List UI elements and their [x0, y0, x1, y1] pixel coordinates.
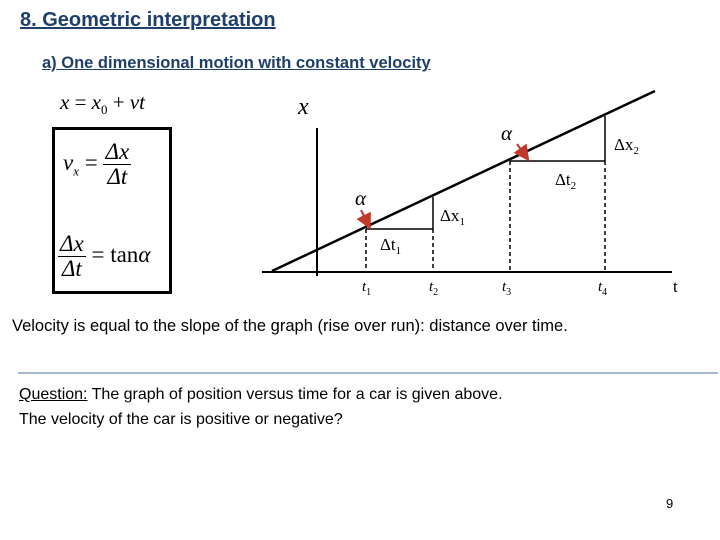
section-divider	[18, 372, 718, 374]
formula-equals: =	[69, 90, 92, 114]
tick-t3-sub: 3	[506, 287, 512, 298]
angle-arrow-1	[361, 210, 369, 226]
formula-plus: +	[107, 90, 130, 114]
dt1-text: Δt	[380, 235, 396, 254]
tick-t1-sub: 1	[366, 287, 372, 298]
tick-t1-text: t	[362, 279, 367, 295]
dx1-label	[440, 206, 465, 228]
dt2-label	[555, 170, 576, 192]
tangent-numerator: Δx	[60, 231, 84, 256]
tangent-tan: tan	[110, 241, 139, 267]
y-axis-label: x	[298, 94, 309, 120]
tick-t4	[598, 279, 607, 298]
tick-t4-text: t	[598, 279, 603, 295]
dx2-sub: 2	[633, 145, 639, 157]
question-line-1	[19, 382, 503, 407]
tick-t4-sub: 4	[602, 287, 608, 298]
dx2-text: Δx	[614, 135, 634, 154]
question-block	[19, 382, 503, 432]
angle-label-2: α	[501, 121, 513, 145]
page-number: 9	[666, 496, 674, 511]
slope-caption: Velocity is equal to the slope of the graph (rise over run): distance over time.	[12, 317, 568, 335]
x-axis-label: t	[673, 277, 678, 296]
position-line	[272, 91, 655, 271]
slide-title: 8. Geometric interpretation	[20, 9, 276, 31]
question-text-1: The graph of position versus time for a car is given above.	[87, 386, 503, 403]
velocity-denominator: Δt	[107, 164, 128, 190]
velocity-equals: =	[79, 149, 104, 175]
tick-t2-text: t	[429, 279, 434, 295]
tangent-denominator: Δt	[61, 256, 82, 282]
formula-x0: x	[91, 90, 101, 114]
velocity-v: v	[63, 149, 74, 175]
dt1-label	[380, 235, 401, 257]
tangent-equals: =	[85, 241, 111, 267]
dt1-sub: 1	[395, 245, 402, 257]
velocity-numerator: Δx	[105, 139, 130, 164]
angle-label-1: α	[355, 186, 367, 210]
formula-x: x	[60, 90, 70, 114]
question-line-2: The velocity of the car is positive or negative?	[19, 411, 343, 428]
tick-t2-sub: 2	[433, 287, 439, 298]
formula-x0-sub: 0	[101, 102, 108, 118]
tangent-alpha: α	[138, 241, 151, 267]
velocity-v-sub: x	[73, 163, 79, 179]
dt2-sub: 2	[570, 180, 577, 192]
dx1-text: Δx	[440, 206, 460, 225]
dx2-label	[614, 135, 639, 157]
question-label: Question:	[19, 386, 88, 403]
slide-subtitle: a) One dimensional motion with constant velocity	[42, 54, 431, 72]
tick-t1	[362, 279, 371, 298]
dx1-sub: 1	[459, 216, 465, 228]
tick-t3	[502, 279, 511, 298]
dt2-text: Δt	[555, 170, 571, 189]
tick-t3-text: t	[502, 279, 507, 295]
tick-t2	[429, 279, 438, 298]
formula-vt: vt	[129, 90, 145, 114]
